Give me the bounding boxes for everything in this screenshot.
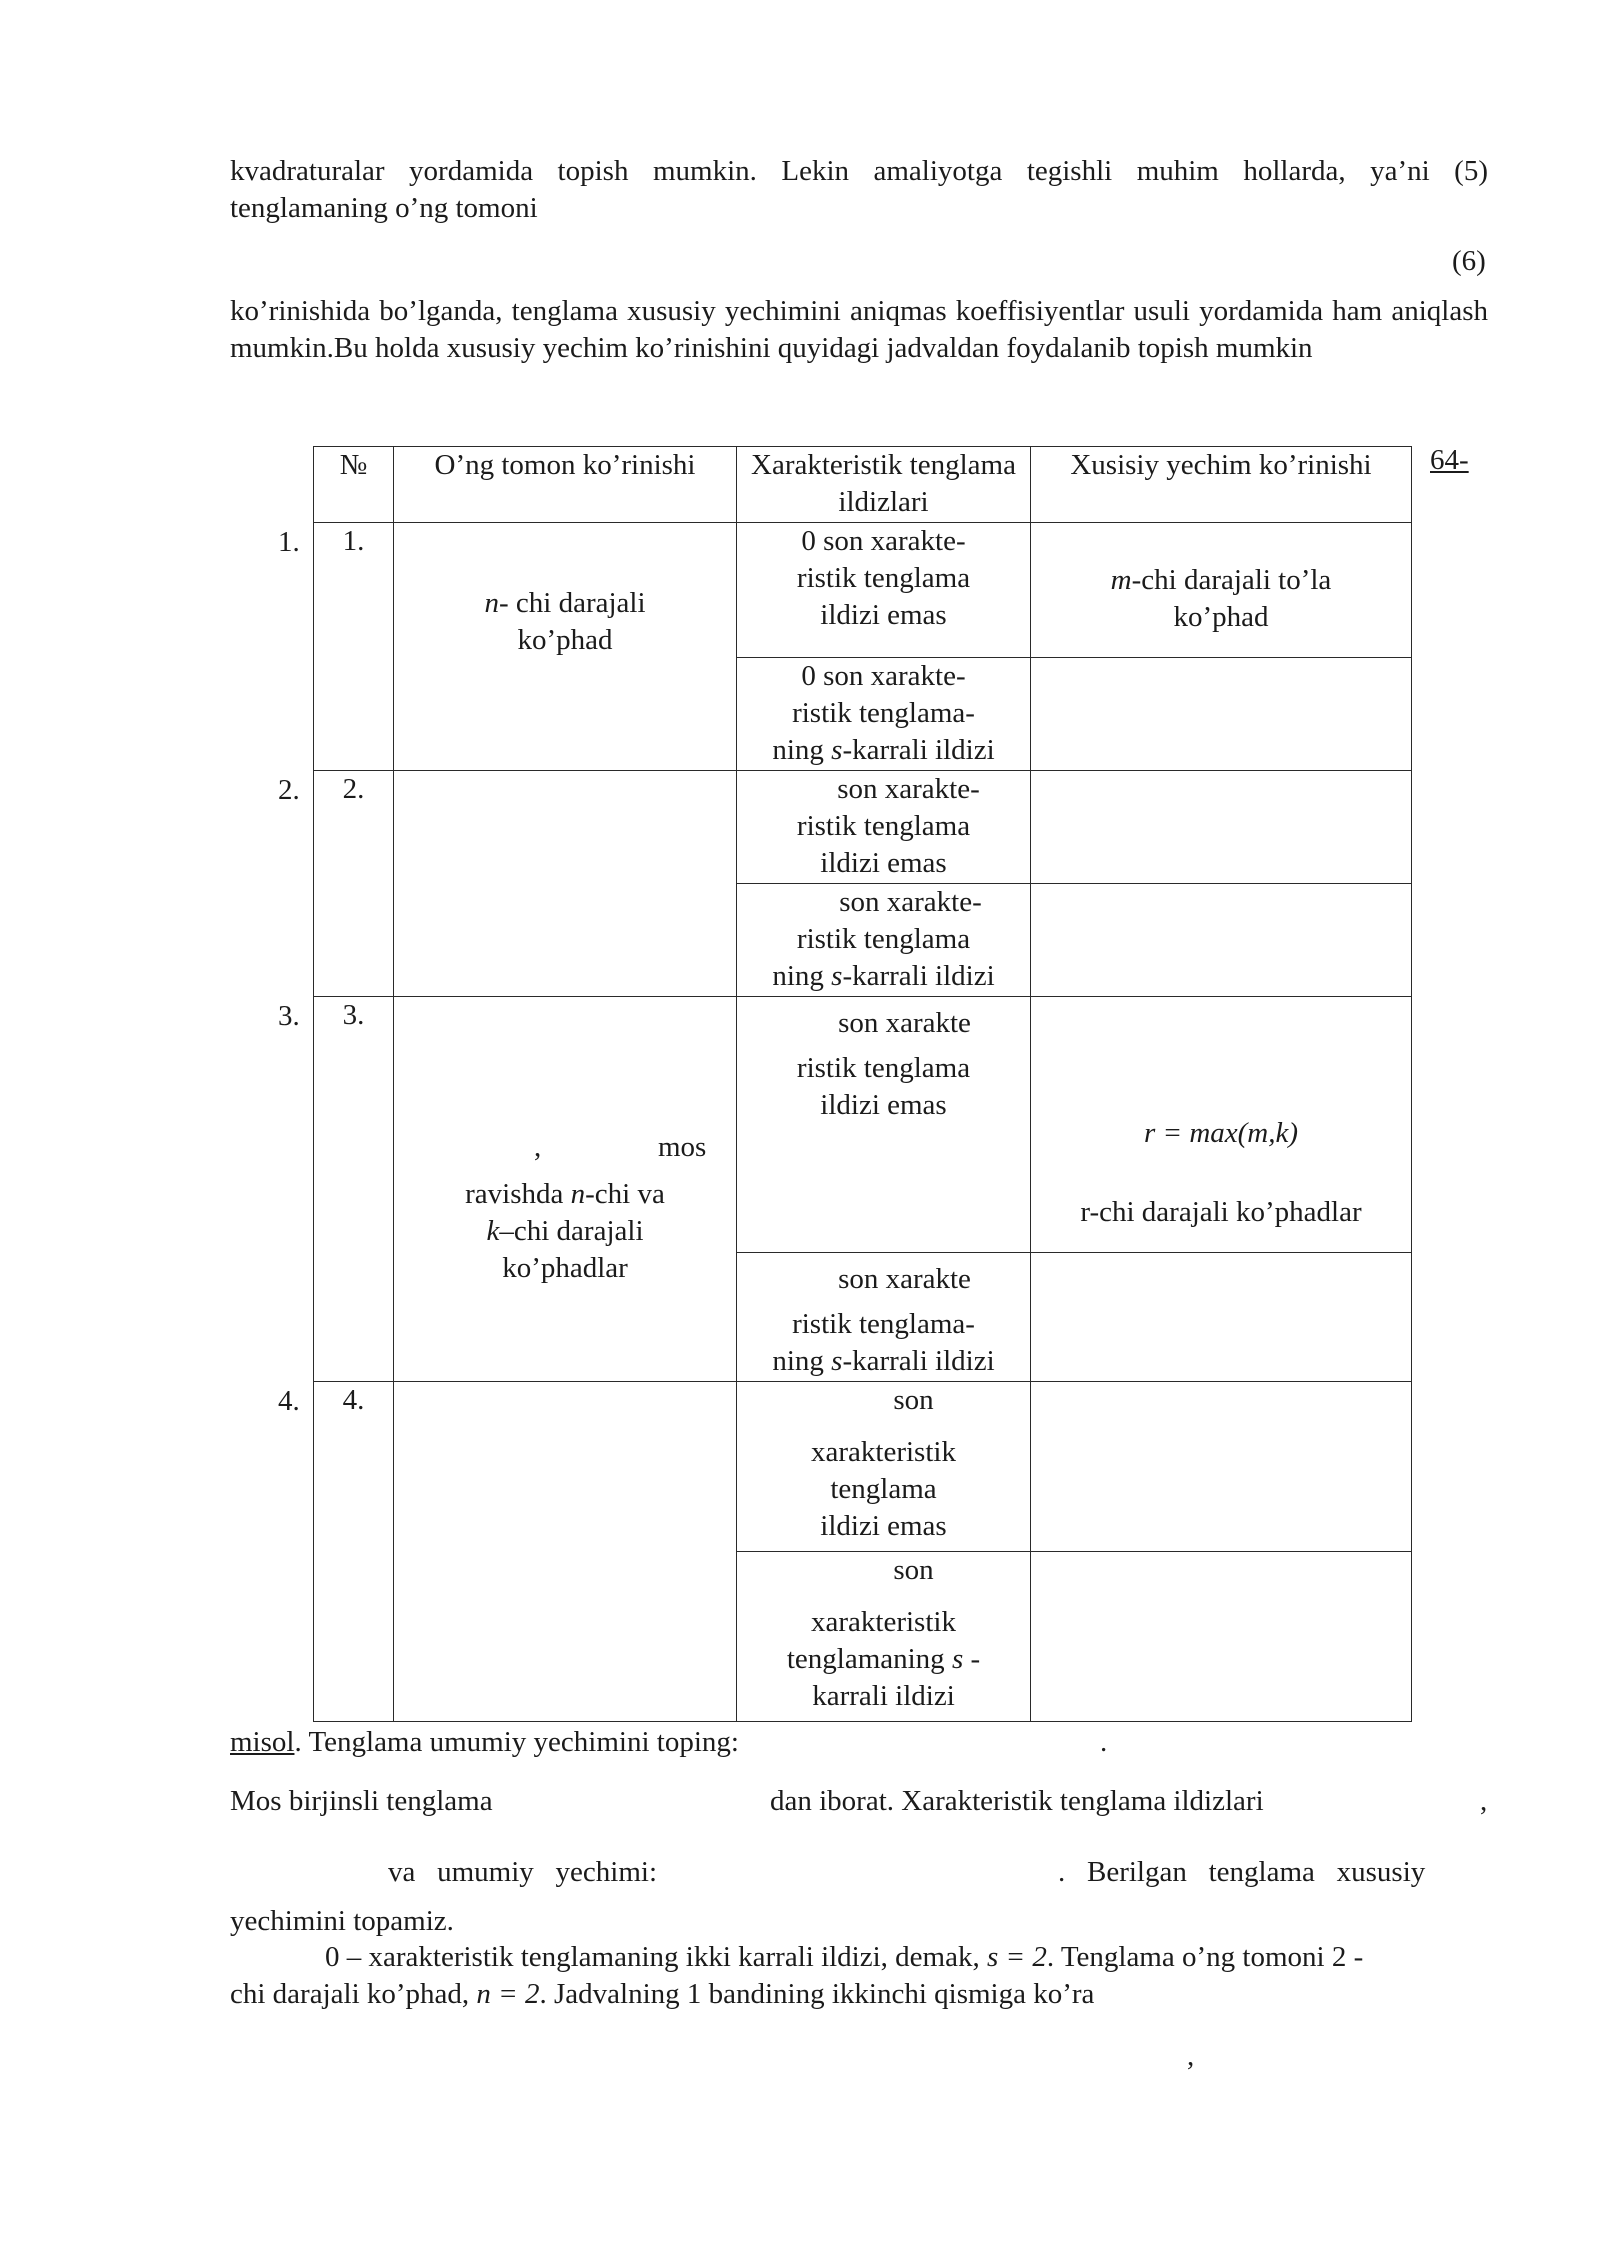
homogeneous-eq-text: Mos birjinsli tenglama	[230, 1785, 493, 1817]
row-1-root-b-l1: 0 son xarakte-	[801, 660, 966, 692]
row-4-root-a-l2: xarakteristik	[811, 1436, 956, 1468]
page-marker: 64-	[1430, 444, 1469, 476]
header-particular: Xusisiy yechim ko’rinishi	[1031, 447, 1412, 523]
example-label: misol	[230, 1726, 295, 1758]
row-4-root-b-l4: karrali ildizi	[812, 1680, 955, 1712]
intro-line-2: tenglamaning o’ng tomoni	[230, 192, 538, 224]
row-2-root-b	[737, 884, 1031, 997]
text-fragment: –chi darajali	[499, 1215, 644, 1247]
row-2-root-a-l2: ristik tenglama	[796, 810, 971, 842]
row-2-root-a-l1: son xarakte-	[837, 773, 980, 805]
row-1-part-m: m	[1110, 564, 1132, 596]
row-2-root-b-l1: son xarakte-	[839, 886, 982, 918]
text-fragment: s	[831, 734, 843, 766]
row-3-root-b-l2: ristik tenglama-	[792, 1308, 975, 1340]
row-1-particular	[1031, 523, 1412, 658]
row-1-rhs-text: - chi darajali	[498, 587, 646, 619]
table-row	[314, 997, 1412, 1253]
row-3-root-b	[737, 1253, 1031, 1382]
text-fragment: s = 2	[986, 1941, 1047, 1973]
row-2-root-b-l3	[741, 958, 1026, 995]
row-4-root-a-l4: ildizi emas	[820, 1510, 947, 1542]
text-fragment: tenglamaning	[786, 1643, 952, 1675]
row-3-root-a-l1: son xarakte	[838, 1007, 971, 1039]
text-fragment: -karrali ildizi	[842, 1345, 995, 1377]
row-1-part-line2: ko’phad	[1173, 601, 1269, 633]
header-roots: Xarakteristik tenglama ildizlari	[737, 447, 1031, 523]
row-1-root-a-l1: 0 son xarakte-	[801, 525, 966, 557]
row-4-number: 4.	[314, 1382, 394, 1722]
row-3-particular	[1031, 997, 1412, 1253]
equation-number: (6)	[1452, 245, 1486, 277]
row-1-rhs-line2: ko’phad	[517, 624, 613, 656]
row-4-root-b-l2: xarakteristik	[811, 1606, 956, 1638]
example-title	[230, 1724, 739, 1761]
row-3-rhs-l2	[398, 1176, 732, 1213]
row-1-root-a-l2: ristik tenglama	[796, 562, 971, 594]
text-fragment: -karrali ildizi	[842, 734, 995, 766]
row-3-rhs-l3	[398, 1213, 732, 1250]
row-2-rhs	[394, 771, 737, 997]
header-number: №	[314, 447, 394, 523]
row-2-particular-a	[1031, 771, 1412, 884]
particular-intro-text: . Berilgan tenglama xususiy	[1058, 1856, 1426, 1888]
text-fragment: ,	[534, 1131, 542, 1163]
table-row	[314, 1382, 1412, 1552]
row-3-part-text: r-chi darajali ko’phadlar	[1080, 1196, 1362, 1228]
row-label-2: 2.	[278, 774, 300, 806]
row-1-number: 1.	[314, 523, 394, 771]
row-label-3: 3.	[278, 1000, 300, 1032]
row-3-root-b-l1: son xarakte	[838, 1263, 971, 1295]
row-3-number: 3.	[314, 997, 394, 1382]
text-fragment: ning	[772, 734, 832, 766]
row-4-root-a	[737, 1382, 1031, 1552]
text-fragment: mos	[658, 1131, 707, 1163]
row-1-root-a	[737, 523, 1031, 658]
row-2-root-a-l3: ildizi emas	[820, 847, 947, 879]
row-4-root-b-l3	[741, 1641, 1026, 1678]
solution-form-table	[313, 446, 1412, 1722]
row-4-root-b	[737, 1552, 1031, 1722]
text-fragment: . Tenglama o’ng tomoni 2 -	[1046, 1941, 1364, 1973]
row-3-particular-b	[1031, 1253, 1412, 1382]
row-1-root-a-l3: ildizi emas	[820, 599, 947, 631]
text-fragment: 0 – xarakteristik tenglamaning ikki karrali ildizi, demak,	[325, 1941, 987, 1973]
char-roots-text: dan iborat. Xarakteristik tenglama ildizlari	[770, 1785, 1264, 1817]
text-fragment: n = 2	[476, 1978, 540, 2010]
text-fragment: ning	[772, 960, 832, 992]
text-fragment: -chi va	[585, 1178, 665, 1210]
row-2-root-a	[737, 771, 1031, 884]
row-2-root-b-l2: ristik tenglama	[796, 923, 971, 955]
row-1-root-b	[737, 658, 1031, 771]
row-3-rhs-l4: ko’phadlar	[502, 1252, 628, 1284]
row-2-particular-b	[1031, 884, 1412, 997]
explanation-line-2	[230, 1976, 1094, 2013]
text-fragment: ravishda	[465, 1178, 571, 1210]
row-4-particular-b	[1031, 1552, 1412, 1722]
row-label-4: 4.	[278, 1385, 300, 1417]
row-4-particular-a	[1031, 1382, 1412, 1552]
text-fragment: . Jadvalning 1 bandining ikkinchi qismiga ko’ra	[539, 1978, 1095, 2010]
row-label-1: 1.	[278, 526, 300, 558]
row-4-root-b-l1: son	[893, 1554, 934, 1586]
row-1-root-b-l2: ristik tenglama-	[792, 697, 975, 729]
row-3-root-b-l3	[741, 1343, 1026, 1380]
explanation-line-1	[325, 1939, 1363, 1976]
text-fragment: s	[831, 960, 843, 992]
trailing-comma: ,	[1187, 2040, 1195, 2072]
row-4-root-a-l1: son	[893, 1384, 934, 1416]
row-4-rhs	[394, 1382, 737, 1722]
find-particular-text: yechimini topamiz.	[230, 1905, 454, 1937]
table-row	[314, 771, 1412, 884]
header-rhs: O’ng tomon ko’rinishi	[394, 447, 737, 523]
text-fragment: s	[951, 1643, 964, 1675]
intro-paragraph-2: ko’rinishida bo’lganda, tenglama xususiy yechimini aniqmas koeffisiyentlar usuli yordamida ham aniqlash mumkin.Bu holda xususiy yechim ko’rinishini quyidagi jadvaldan foydalanib topish mumkin	[230, 295, 1488, 364]
intro-line-1: kvadraturalar yordamida topish mumkin. Lekin amaliyotga tegishli muhim hollarda, ya’ni (5)	[230, 155, 1488, 187]
row-3-rhs	[394, 997, 737, 1382]
row-1-part-text: -chi darajali to’la	[1131, 564, 1332, 596]
row-2-number: 2.	[314, 771, 394, 997]
text-fragment: s	[831, 1345, 843, 1377]
row-1-root-b-l3	[741, 732, 1026, 769]
table-row	[314, 523, 1412, 658]
example-dot: .	[1100, 1726, 1108, 1758]
row-3-root-a-l3: ildizi emas	[820, 1089, 947, 1121]
row-3-root-a-l2: ristik tenglama	[796, 1052, 971, 1084]
text-fragment: k	[486, 1215, 500, 1247]
row-1-particular-b	[1031, 658, 1412, 771]
example-title-text: . Tenglama umumiy yechimini toping:	[294, 1726, 739, 1758]
row-4-root-a-l3: tenglama	[830, 1473, 937, 1505]
general-solution-text: va umumiy yechimi:	[388, 1856, 658, 1888]
text-fragment: ning	[772, 1345, 832, 1377]
row-3-root-a	[737, 997, 1031, 1253]
text-fragment: -karrali ildizi	[842, 960, 995, 992]
text-fragment: n	[570, 1178, 586, 1210]
text-fragment: chi darajali ko’phad,	[230, 1978, 477, 2010]
text-fragment: -	[963, 1643, 981, 1675]
row-3-part-formula: r = max(m,k)	[1143, 1117, 1299, 1149]
table-header-row	[314, 447, 1412, 523]
char-roots-comma: ,	[1480, 1785, 1488, 1817]
row-1-rhs-n: n	[484, 587, 499, 619]
row-1-rhs	[394, 523, 737, 771]
